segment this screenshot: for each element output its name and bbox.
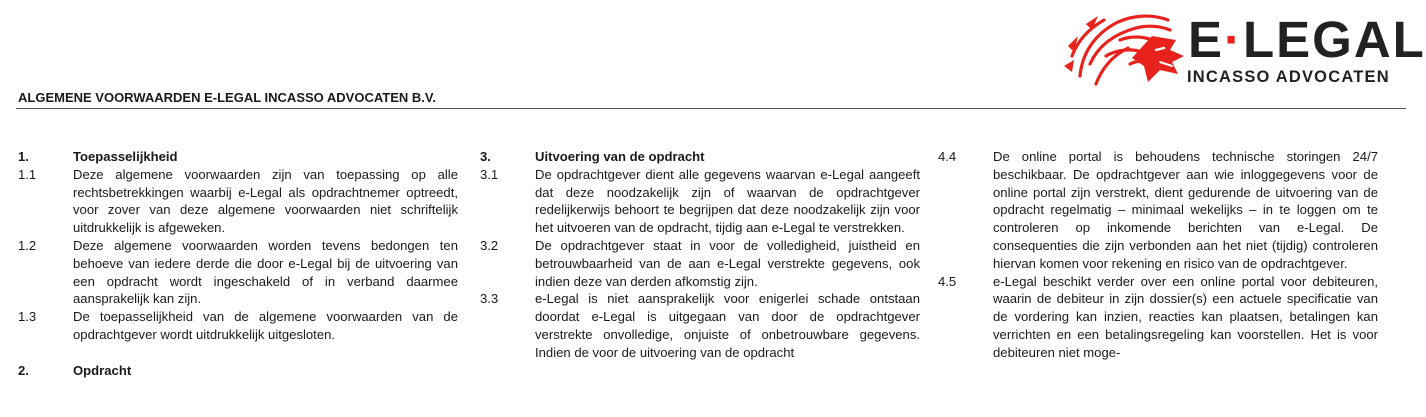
e-legal-logo [1060, 4, 1426, 92]
article-4-4: 4.4 De online portal is behoudens technische storingen 24/7 beschikbaar. De opdrachtgever aan wie inloggegevens voor de online portal zijn verstrekt, dient gedurende de uitvoering van de opdracht regelmatig – minimaal wekelijks – in te loggen om te controleren op inkomende berichten van e-Legal. De consequenties die zijn verbonden aan het niet (tijdig) controleren hiervan komen voor rekening en risico van de opdrachtgever. [938, 149, 1378, 271]
article-1-3: 1.3 De toepasselijkheid van de algemene voorwaarden van de opdrachtgever wordt uitdrukkelijk uitgesloten. [18, 309, 458, 342]
spacer [18, 344, 458, 362]
section-heading: 3. Uitvoering van de opdracht [480, 149, 705, 164]
article-4-5: 4.5 e-Legal beschikt verder over een online portal voor debiteuren, waarin de debiteur in zijn dossier(s) een actuele specificatie van de vordering kan inzien, reacties kan plaatsen, betalingen kan verrichten en een betalingsregeling kan voorstellen. Het is voor debiteuren niet moge- [938, 273, 1378, 360]
brand-name: E·LEGAL [1188, 11, 1426, 68]
document-title: ALGEMENE VOORWAARDEN E-LEGAL INCASSO ADVOCATEN B.V. [18, 90, 436, 105]
text-column-1 [18, 148, 458, 379]
lion-head-icon [1060, 6, 1190, 92]
article-3-1: 3.1 De opdrachtgever dient alle gegevens waarvan e-Legal aangeeft dat deze noodzakelijk zijn of waarvan de opdrachtgever redelijkerwijs behoort te begrijpen dat deze noodzakelijk zijn voor het uitvoeren van de opdracht, tijdig aan e-Legal te verstrekken. [480, 166, 920, 236]
article-3-2: 3.2 De opdrachtgever staat in voor de volledigheid, juistheid en betrouwbaarheid van de aan e-Legal verstrekte gegevens, ook indien deze van derden afkomstig zijn. [480, 237, 920, 289]
brand-subtitle: INCASSO ADVOCATEN [1187, 68, 1390, 86]
text-column-2 [480, 148, 920, 362]
article-1-1: 1.1 Deze algemene voorwaarden zijn van toepassing op alle rechtsbetrekkingen waarbij e-Legal als opdrachtnemer optreedt, voor zover van deze algemene voorwaarden niet schriftelijk uitdrukkelijk is afgeweken. [18, 166, 458, 236]
header-divider [16, 108, 1406, 109]
article-3-3: 3.3 e-Legal is niet aansprakelijk voor enigerlei schade ontstaan doordat e-Legal is uitgegaan van door de opdrachtgever verstrekte onvolledige, onjuiste of onbetrouwbare gegevens. Indien de voor de uitvoering van de opdracht [480, 291, 920, 360]
article-1-2: 1.2 Deze algemene voorwaarden worden tevens bedongen ten behoeve van iedere derde die door e-Legal bij de uitvoering van een opdracht wordt ingeschakeld of in verband daarmee aansprakelijk kan zijn. [18, 237, 458, 307]
section-heading: 2. Opdracht [18, 362, 132, 378]
section-heading: 1. Toepasselijkheid [18, 149, 178, 164]
text-column-3 [938, 148, 1378, 362]
